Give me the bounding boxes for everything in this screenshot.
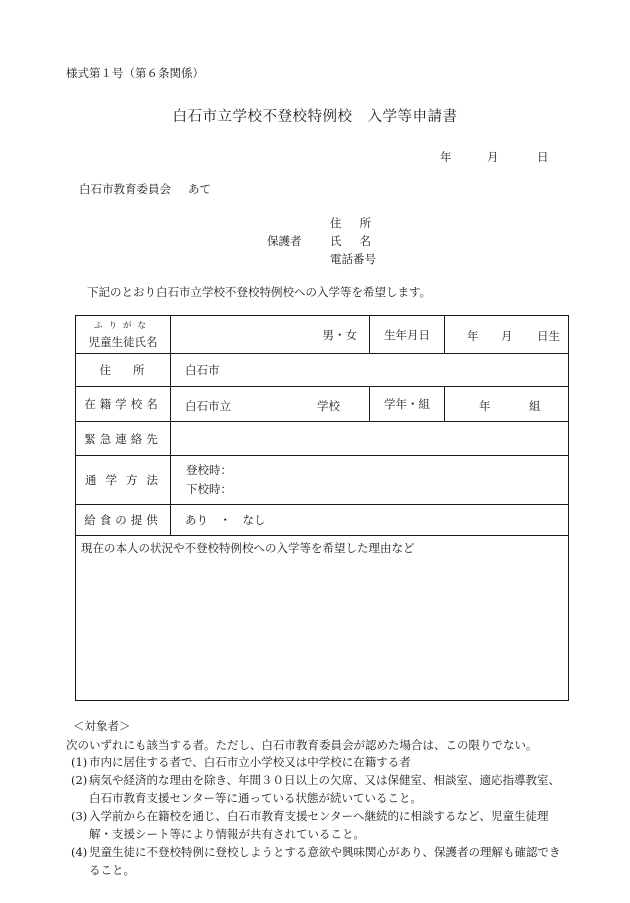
row-student-name — [76, 316, 569, 354]
row-emergency — [76, 422, 569, 456]
lunch-options[interactable]: あり ・ なし — [185, 513, 266, 527]
address-value: 白石市 — [185, 363, 220, 377]
emergency-label: 緊急連絡先 — [76, 422, 171, 456]
commute-to-label: 登校時： — [186, 463, 232, 477]
lunch-label: 給食の提供 — [76, 505, 171, 536]
grade-class-label: 学年・組 — [370, 387, 445, 422]
address-label: 住所 — [76, 354, 171, 387]
condition-number: (3) — [71, 809, 88, 823]
grade-year: 年 — [479, 398, 491, 413]
guardian-phone-label: 電話番号 — [330, 252, 376, 266]
grade-class: 組 — [529, 398, 541, 413]
birthdate-label: 生年月日 — [370, 316, 445, 354]
eligibility-condition — [71, 771, 567, 807]
emergency-field[interactable] — [171, 422, 569, 456]
application-table — [75, 315, 569, 701]
commute-from-label: 下校時： — [186, 482, 232, 496]
student-name-field[interactable] — [171, 316, 370, 354]
row-lunch — [76, 505, 569, 536]
condition-text: 病気や経済的な理由を除き、年間３０日以上の欠席、又は保健室、相談室、適応指導教室、白石市教育支援センター等に通っている状態が続いていること。 — [89, 773, 561, 805]
row-commute — [76, 456, 569, 505]
row-address — [76, 354, 569, 387]
school-suffix: 学校 — [317, 398, 340, 413]
form-number: 様式第１号（第６条関係） — [66, 66, 204, 80]
school-label: 在籍学校名 — [76, 387, 171, 422]
birthdate-year: 年 — [467, 328, 479, 343]
condition-number: (2) — [71, 773, 88, 787]
addressee-suffix: あて — [188, 182, 211, 196]
condition-number: (4) — [71, 845, 88, 859]
eligibility-condition — [71, 843, 567, 879]
eligibility-condition — [71, 753, 567, 771]
birthdate-field[interactable] — [445, 316, 569, 354]
commute-label: 通学方法 — [76, 456, 171, 505]
date-month-label: 月 — [487, 150, 499, 164]
condition-text: 児童生徒に不登校特例に登校しようとする意欲や興味関心があり、保護者の理解も確認できること。 — [89, 845, 561, 877]
furigana-label: ふりがな — [93, 321, 152, 331]
eligibility-intro: 次のいずれにも該当する者。ただし、白石市教育委員会が認めた場合は、この限りでない。 — [66, 738, 538, 752]
birthdate-day: 日生 — [537, 328, 560, 343]
row-reason — [76, 536, 569, 701]
grade-class-field[interactable] — [445, 387, 569, 422]
date-year-label: 年 — [440, 150, 452, 164]
student-name-label-cell — [76, 316, 171, 354]
addressee-name: 白石市教育委員会 — [79, 182, 171, 196]
date-day-label: 日 — [537, 150, 549, 164]
gender-options[interactable]: 男・女 — [322, 327, 357, 342]
birthdate-month: 月 — [501, 328, 513, 343]
school-prefix: 白石市立 — [185, 398, 231, 413]
request-statement: 下記のとおり白石市立学校不登校特例校への入学等を希望します。 — [87, 285, 432, 299]
address-field[interactable] — [171, 354, 569, 387]
reason-label: 現在の本人の状況や不登校特例校への入学等を希望した理由など — [81, 541, 415, 555]
eligibility-heading: ＜対象者＞ — [73, 719, 131, 733]
student-name-label: 児童生徒氏名 — [88, 335, 158, 349]
condition-number: (1) — [71, 755, 88, 769]
guardian-label: 保護者 — [267, 234, 302, 248]
row-school — [76, 387, 569, 422]
reason-field[interactable] — [76, 536, 569, 701]
lunch-field[interactable] — [171, 505, 569, 536]
guardian-name-label: 氏名 — [330, 234, 389, 248]
commute-field[interactable] — [171, 456, 569, 505]
document-title: 白石市立学校不登校特例校 入学等申請書 — [172, 109, 458, 125]
eligibility-condition — [71, 807, 567, 843]
school-field[interactable] — [171, 387, 370, 422]
condition-text: 入学前から在籍校を通じ、白石市教育支援センターへ継続的に相談するなど、児童生徒理解・支援シート等により情報が共有されていること。 — [89, 809, 549, 841]
guardian-address-label: 住所 — [330, 216, 389, 230]
condition-text: 市内に居住する者で、白石市立小学校又は中学校に在籍する者 — [89, 755, 411, 769]
